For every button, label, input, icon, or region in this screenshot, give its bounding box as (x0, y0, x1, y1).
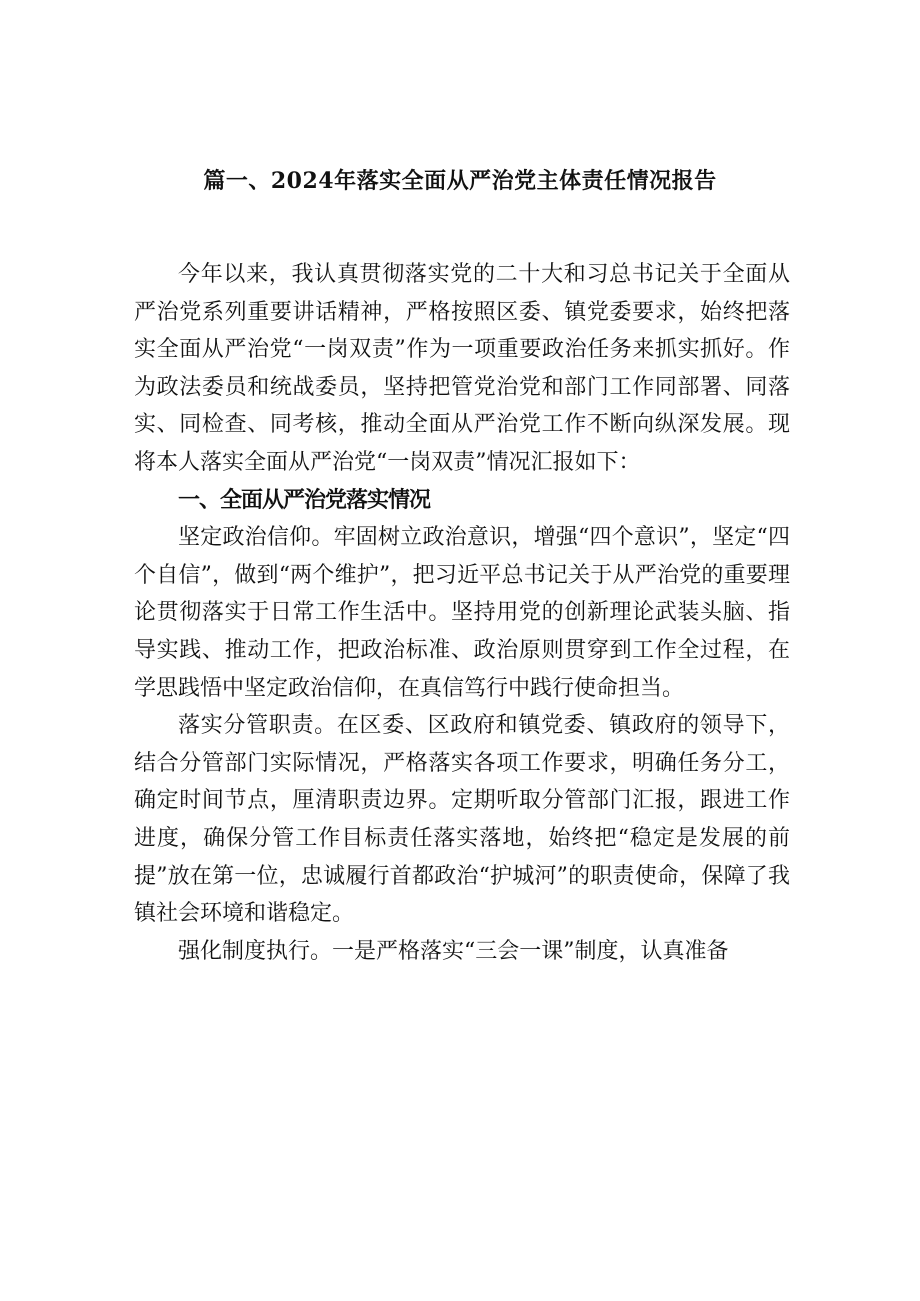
paragraph-system-execution: 强化制度执行。一是严格落实“三会一课”制度，认真准备 (178, 938, 729, 964)
paragraph-political-belief: 坚定政治信仰。牢固树立政治意识，增强“四个意识”，坚定“四个自信”，做到“两个维护”，把习近平总书记关于从严治党的重要理论贯彻落实于日常工作生活中。坚持用党的创新理论武装头脑、指导实践、推动工作，把政治标准、政治原则贯穿到工作全过程，在学思践悟中坚定政治信仰，在真信笃行中践行使命担当。 (134, 525, 790, 701)
paragraph-responsibilities: 落实分管职责。在区委、区政府和镇党委、镇政府的领导下，结合分管部门实际情况，严格落实各项工作要求，明确任务分工，确定时间节点，厘清职责边界。定期听取分管部门汇报，跟进工作进度，确保分管工作目标责任落实落地，始终把“稳定是发展的前提”放在第一位，忠诚履行首都政治“护城河”的职责使命，保障了我镇社会环境和谐稳定。 (134, 713, 790, 927)
intro-paragraph: 今年以来，我认真贯彻落实党的二十大和习总书记关于全面从严治党系列重要讲话精神，严格按照区委、镇党委要求，始终把落实全面从严治党“一岗双责”作为一项重要政治任务来抓实抓好。作为政法委员和统战委员，坚持把管党治党和部门工作同部署、同落实、同检查、同考核，推动全面从严治党工作不断向纵深发展。现将本人落实全面从严治党“一岗双责”情况汇报如下： (134, 262, 790, 475)
document-title: 篇一、2024年落实全面从严治党主体责任情况报告 (203, 168, 717, 194)
section-heading: 一、全面从严治党落实情况 (178, 487, 431, 513)
document-body (134, 256, 790, 970)
